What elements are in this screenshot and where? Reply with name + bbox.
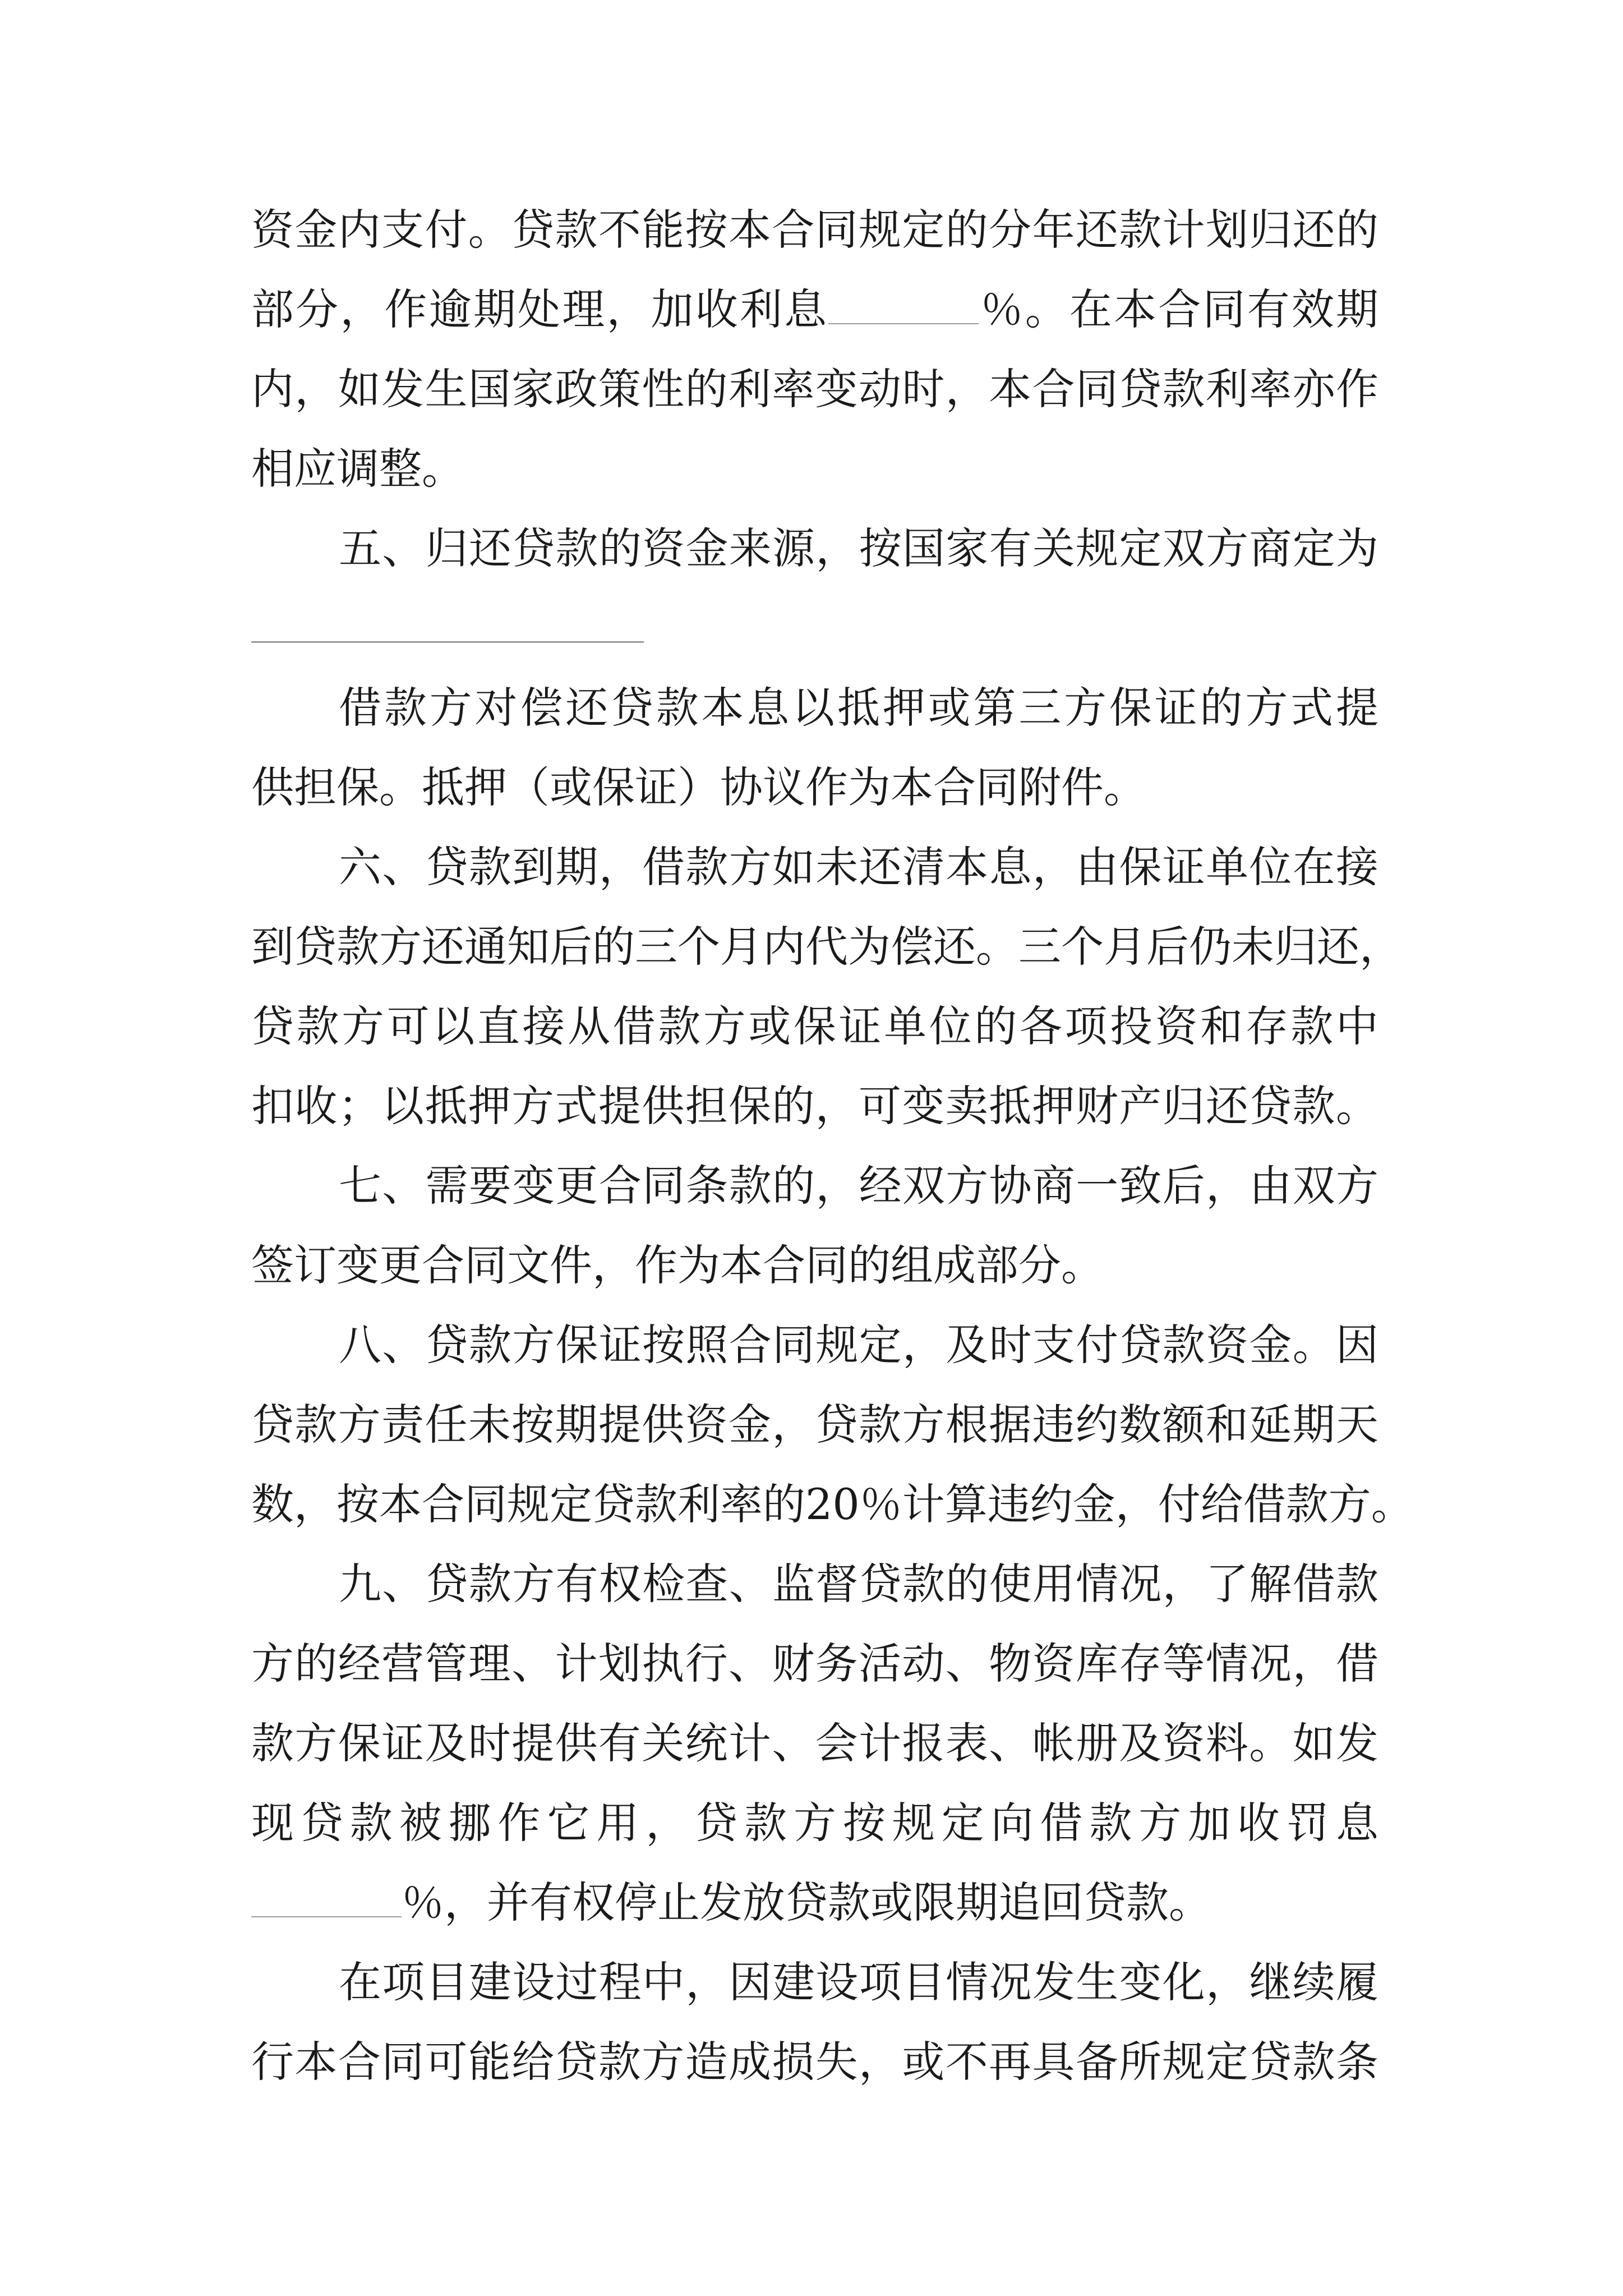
text-line: 数，按本合同规定贷款利率的20％计算违约金，付给借款方。 [251, 1479, 1414, 1529]
paragraph-line: 在项目建设过程中，因建设项目情况发生变化，继续履 [339, 1957, 1378, 2007]
clause-5-heading-line: 五、归还贷款的资金来源，按国家有关规定双方商定为 [339, 523, 1378, 573]
text-line: 现贷款被挪作它用，贷款方按规定向借款方加收罚息 [251, 1798, 1378, 1848]
clause-8-line: 八、贷款方保证按照合同规定，及时支付贷款资金。因 [339, 1320, 1378, 1370]
text-line: 行本合同可能给贷款方造成损失，或不再具备所规定贷款条 [251, 2037, 1378, 2087]
text-line: 扣收；以抵押方式提供担保的，可变卖抵押财产归还贷款。 [251, 1081, 1378, 1131]
text-line: 贷款方可以直接从借款方或保证单位的各项投资和存款中 [251, 1001, 1378, 1051]
text-line: 资金内支付。贷款不能按本合同规定的分年还款计划归还的 [251, 205, 1378, 255]
fill-in-blank-penalty-rate[interactable] [251, 1883, 402, 1917]
fill-in-blank-interest-rate[interactable] [828, 289, 979, 324]
text-line: 贷款方责任未按期提供资金，贷款方根据违约数额和延期天 [251, 1400, 1378, 1450]
text-line: 相应调整。 [251, 444, 464, 494]
clause-7-line: 七、需要变更合同条款的，经双方协商一致后，由双方 [339, 1161, 1378, 1211]
clause-9-line: 九、贷款方有权检查、监督贷款的使用情况，了解借款 [339, 1559, 1378, 1609]
text-fragment: ％。在本合同有效期 [979, 284, 1379, 334]
text-line: 签订变更合同文件，作为本合同的组成部分。 [251, 1240, 1104, 1290]
text-fragment: ％，并有权停止发放贷款或限期追回贷款。 [402, 1878, 1211, 1927]
fill-in-blank-repayment-source[interactable] [251, 641, 644, 643]
text-line-with-blank [251, 1866, 1378, 1939]
text-line: 方的经营管理、计划执行、财务活动、物资库存等情况，借 [251, 1639, 1378, 1688]
text-line: 到贷款方还通知后的三个月内代为偿还。三个月后仍未归还， [251, 922, 1402, 972]
text-line: 供担保。抵押（或保证）协议作为本合同附件。 [251, 762, 1146, 812]
text-fragment: 部分，作逾期处理，加收利息 [251, 284, 829, 334]
text-line: 内，如发生国家政策性的利率变动时，本合同贷款利率亦作 [251, 364, 1378, 414]
clause-6-line: 六、贷款到期，借款方如未还清本息，由保证单位在接 [339, 842, 1378, 892]
text-line-with-blank [251, 273, 1378, 346]
text-line: 借款方对偿还贷款本息以抵押或第三方保证的方式提 [339, 683, 1378, 733]
text-line: 款方保证及时提供有关统计、会计报表、帐册及资料。如发 [251, 1718, 1378, 1768]
